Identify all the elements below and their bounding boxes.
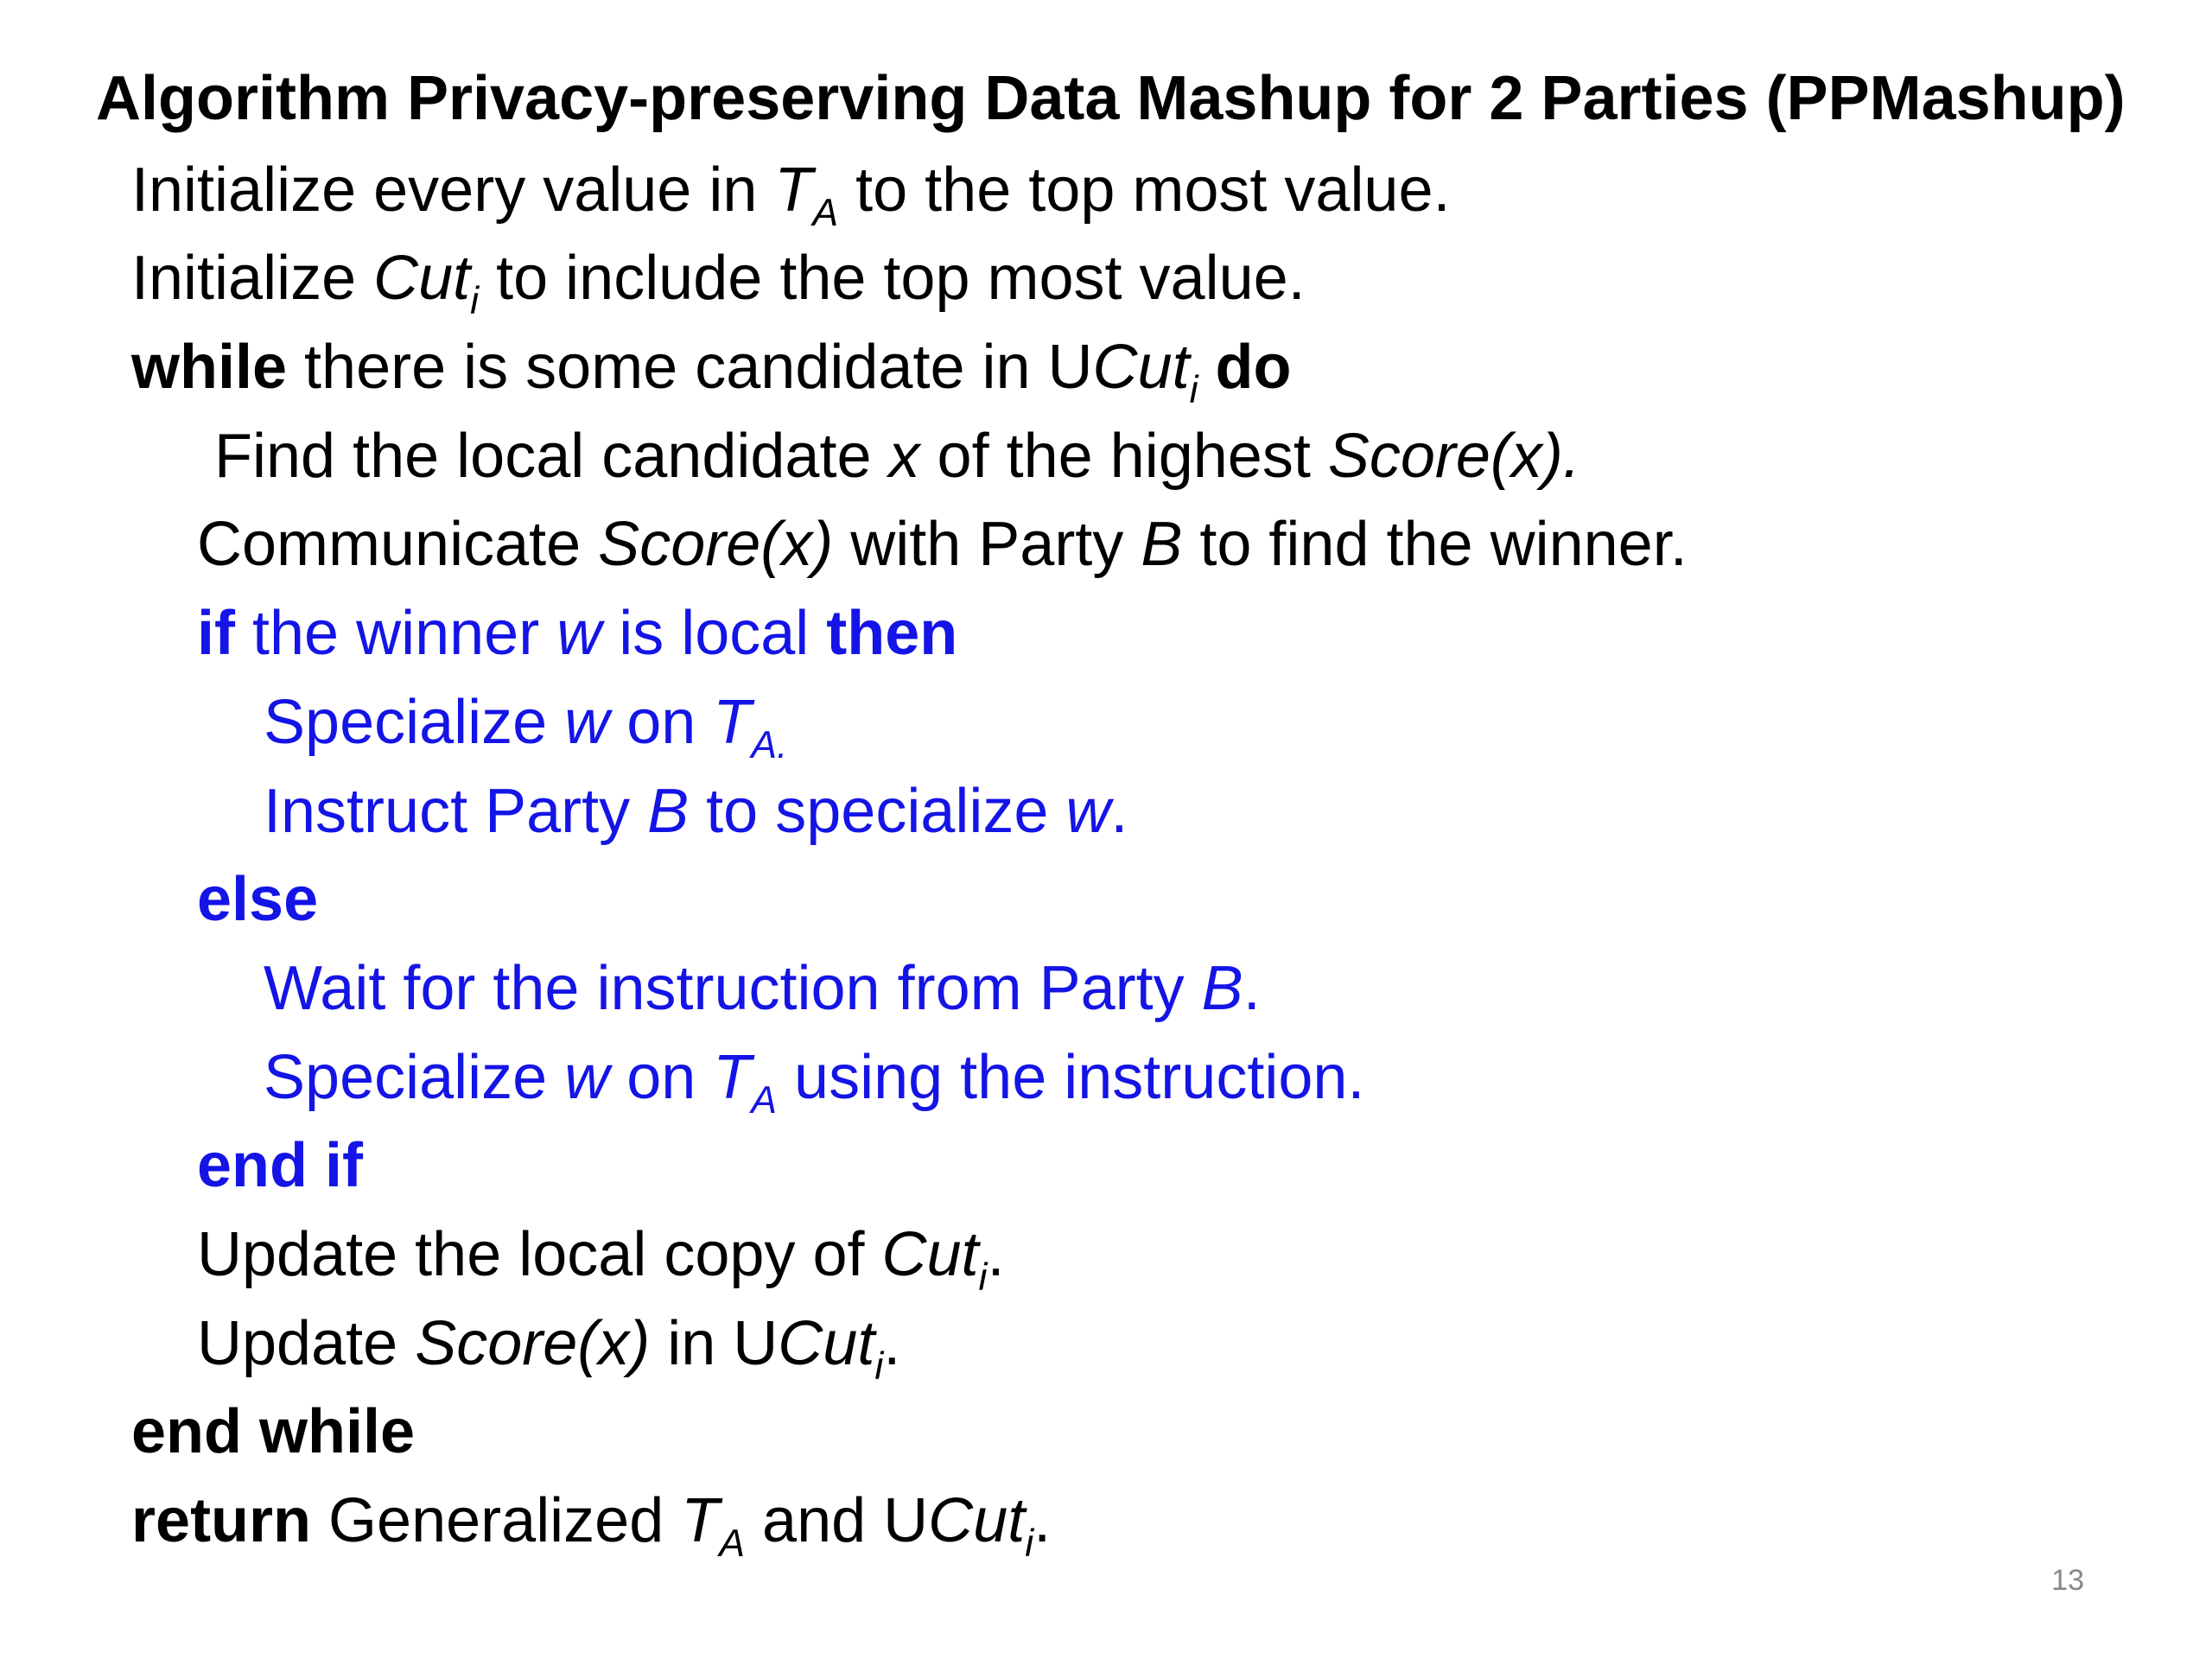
line-text: Wait for the instruction from Party [264, 954, 1202, 1023]
subscript: i [470, 279, 480, 322]
line-text: on [609, 688, 714, 757]
union-symbol: U [883, 1486, 929, 1555]
var-t: T [681, 1486, 720, 1555]
algorithm-line-5 [197, 510, 1688, 579]
union-symbol: U [1047, 333, 1093, 402]
line-text: with Party [833, 510, 1141, 579]
algorithm-line-9 [197, 865, 319, 934]
line-text: using the instruction. [777, 1043, 1365, 1112]
line-text: Update the local copy of [197, 1220, 882, 1289]
line-text: . [1033, 1486, 1052, 1555]
algorithm-title: Algorithm Privacy-preserving Data Mashup for 2 Parties (PPMashup) [96, 64, 2126, 133]
var-cut: Cut [373, 244, 471, 313]
line-text: . [1243, 954, 1261, 1023]
algorithm-line-15 [131, 1397, 416, 1466]
var-w: w [564, 1043, 610, 1112]
keyword-while: while [131, 333, 288, 402]
var-b: B [1201, 954, 1243, 1023]
line-text: Specialize [264, 688, 565, 757]
var-cut: Cut [1092, 333, 1190, 402]
keyword-end-while: end while [131, 1397, 416, 1466]
var-cut: Cut [881, 1220, 979, 1289]
var-w: w [564, 688, 610, 757]
algorithm-line-4 [214, 422, 1580, 491]
keyword-if: if [197, 599, 235, 668]
line-text: Initialize [131, 244, 374, 313]
var-score: Score(x) [415, 1309, 651, 1378]
var-cut: Cut [928, 1486, 1026, 1555]
line-text: to include the top most value. [479, 244, 1306, 313]
algorithm-line-11 [264, 1043, 1365, 1122]
line-text: on [609, 1043, 714, 1112]
algorithm-line-7 [264, 688, 788, 766]
subscript: i [1025, 1522, 1034, 1565]
var-w: w [556, 599, 602, 668]
line-text: to specialize [689, 777, 1066, 846]
keyword-do: do [1198, 333, 1292, 402]
keyword-return: return [131, 1486, 312, 1555]
algorithm-line-16 [131, 1486, 1052, 1565]
line-text: . [987, 1220, 1005, 1289]
line-text: in [650, 1309, 734, 1378]
line-text: Instruct Party [264, 777, 648, 846]
line-text: Generalized [311, 1486, 682, 1555]
algorithm-line-3 [131, 333, 1292, 411]
subscript: i [874, 1344, 884, 1388]
line-text: . [1110, 777, 1128, 846]
line-text: Find the local candidate [214, 422, 889, 491]
algorithm-line-13 [197, 1220, 1005, 1299]
var-score: Score(x) [598, 510, 834, 579]
line-text: is local [601, 599, 827, 668]
line-text: Specialize [264, 1043, 565, 1112]
algorithm-line-1 [131, 156, 1451, 234]
keyword-else: else [197, 865, 319, 934]
line-text: Initialize every value in [131, 156, 775, 225]
var-x: x [888, 422, 920, 491]
line-text: Communicate [197, 510, 599, 579]
subscript: i [978, 1255, 988, 1299]
var-score: Score(x). [1327, 422, 1580, 491]
keyword-end-if: end if [197, 1131, 363, 1200]
line-text: to the top most value. [838, 156, 1451, 225]
algorithm-line-6 [197, 599, 958, 668]
var-t: T [713, 688, 752, 757]
var-b: B [1141, 510, 1183, 579]
algorithm-line-10 [264, 954, 1261, 1023]
subscript: i [1189, 368, 1198, 411]
line-text: the winner [234, 599, 557, 668]
union-symbol: U [733, 1309, 779, 1378]
algorithm-line-14 [197, 1309, 901, 1388]
subscript: A [719, 1522, 746, 1565]
algorithm-line-2 [131, 244, 1306, 322]
var-cut: Cut [778, 1309, 875, 1378]
var-w: w [1065, 777, 1111, 846]
line-text: and [745, 1486, 884, 1555]
algorithm-line-12 [197, 1131, 363, 1200]
line-text: of the highest [919, 422, 1328, 491]
var-b: B [647, 777, 690, 846]
subscript: A. [751, 723, 788, 766]
subscript: A [812, 191, 839, 234]
line-text: . [883, 1309, 901, 1378]
keyword-then: then [826, 599, 958, 668]
var-t: T [713, 1043, 752, 1112]
line-text: there is some candidate in [287, 333, 1048, 402]
subscript: A [751, 1078, 778, 1122]
algorithm-line-8 [264, 777, 1128, 846]
line-text: Update [197, 1309, 416, 1378]
var-t: T [774, 156, 813, 225]
line-text: to find the winner. [1182, 510, 1688, 579]
page-number: 13 [2051, 1564, 2084, 1597]
